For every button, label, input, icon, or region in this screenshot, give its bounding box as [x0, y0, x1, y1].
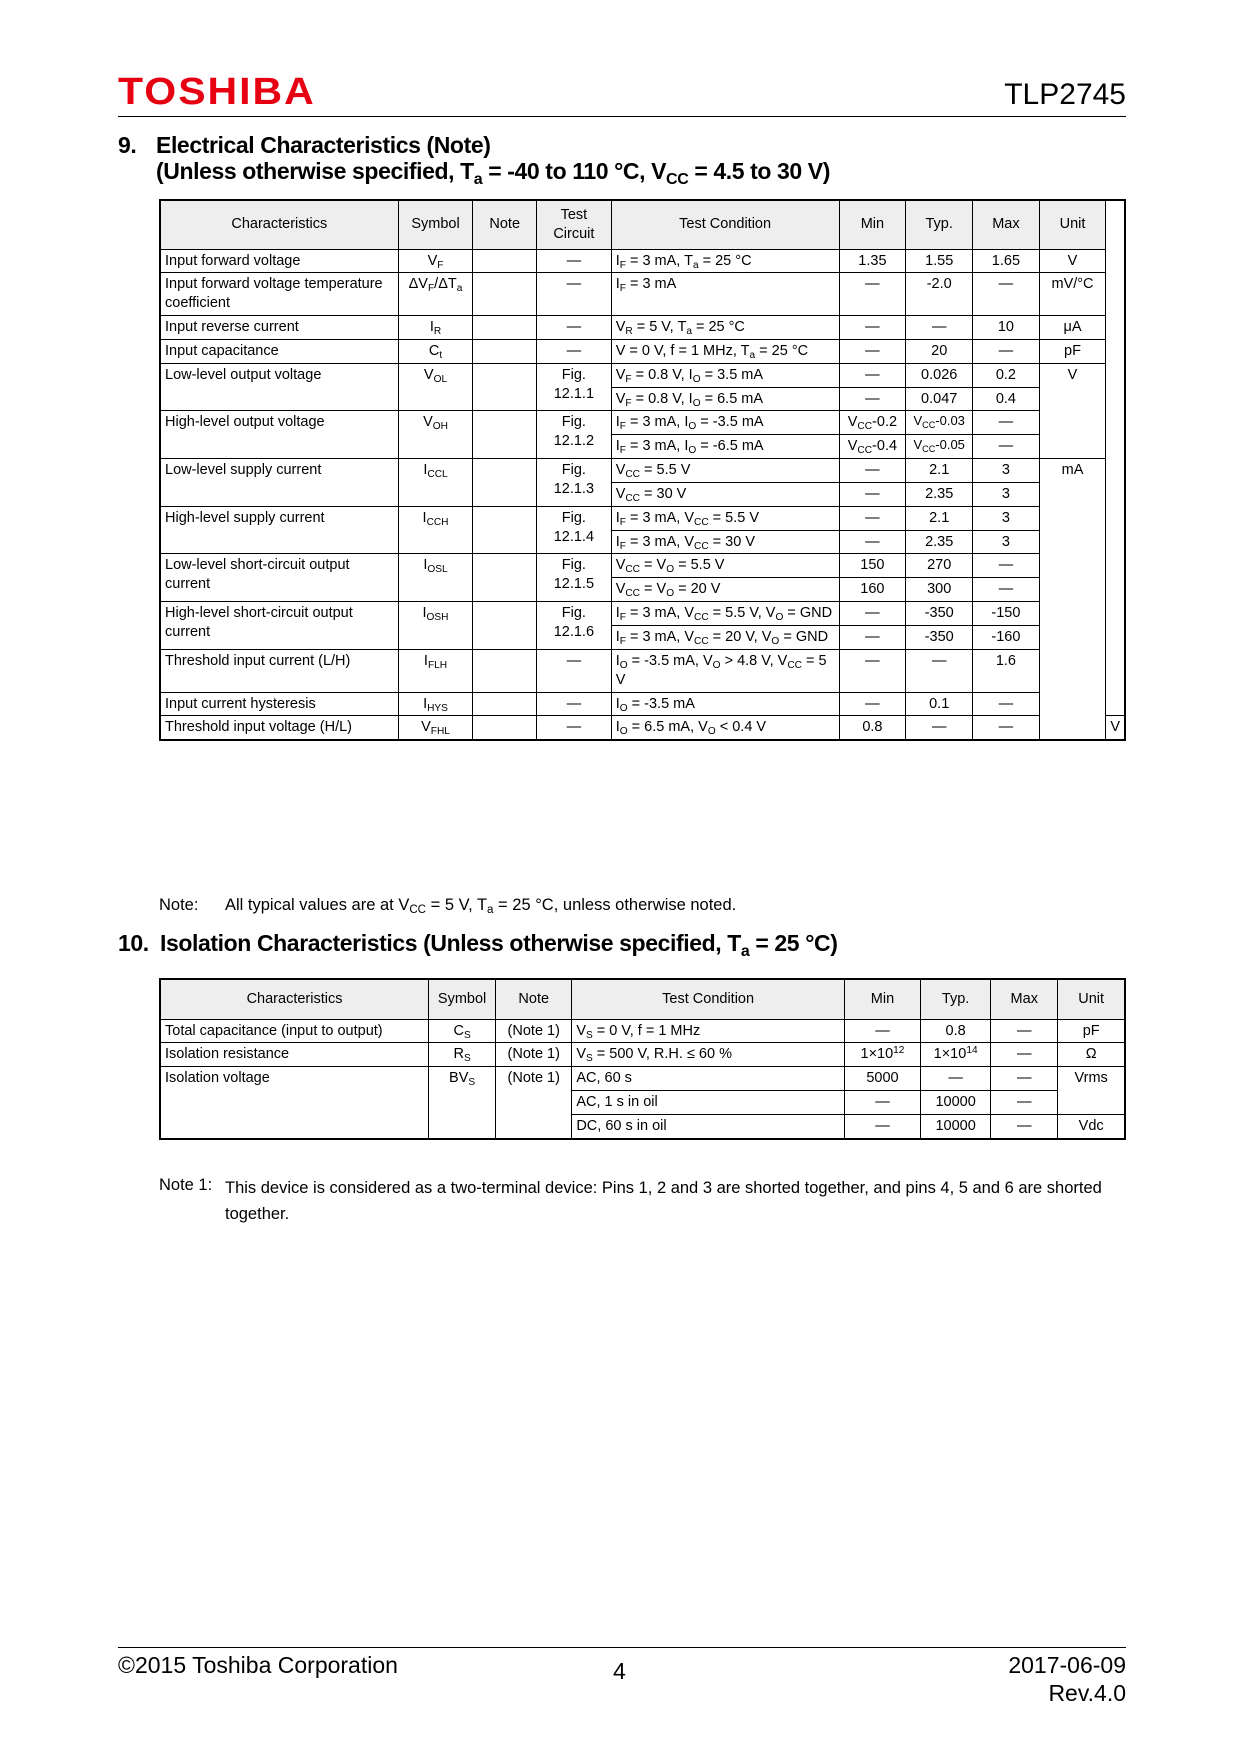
unit-cell: V [1039, 249, 1106, 273]
max-cell: -160 [973, 626, 1040, 650]
min-cell: — [839, 482, 906, 506]
table-row [160, 692, 1125, 716]
symbol-main: V [423, 414, 433, 431]
char-cell: High-level output voltage [160, 411, 398, 459]
table-header-row [160, 200, 1125, 249]
note-text: This device is considered as a two-terminal device: Pins 1, 2 and 3 are shorted together, and pins 4, 5 and 6 are shorted together. [225, 1179, 1102, 1223]
symbol-main: I [422, 605, 427, 622]
symbol-main: C [428, 342, 440, 359]
table-row [160, 459, 1125, 483]
circuit-cell: Fig. 12.1.3 [537, 459, 612, 507]
symbol-cell [398, 716, 473, 740]
min-cell: — [839, 626, 906, 650]
condition-cell: $V_F = 0.8$ V, $I_O = 3.5$ mA [611, 363, 839, 387]
typ-cell: 2.35 [906, 530, 973, 554]
circuit-cell: — [537, 649, 612, 692]
condition-cell: $V_{CC} = V_O = 20$ V [611, 578, 839, 602]
symbol-cell [398, 506, 473, 554]
symbol-cell [398, 649, 473, 692]
typ-cell: 2.35 [906, 482, 973, 506]
section-9-subtitle [156, 158, 830, 189]
max-cell: — [973, 435, 1040, 459]
max-cell: — [973, 716, 1040, 740]
max-cell: — [973, 273, 1040, 316]
unit-cell: mA [1039, 459, 1106, 741]
unit-cell: Vdc [1058, 1114, 1125, 1138]
typ-cell: 1.55 [906, 249, 973, 273]
header-cell: Note [496, 979, 572, 1019]
header-cell: Symbol [429, 979, 496, 1019]
symbol-cell [398, 459, 473, 507]
section-9-title-text: Electrical Characteristics (Note) [156, 132, 491, 158]
char-cell: Threshold input voltage (H/L) [160, 716, 398, 740]
min-cell: — [839, 649, 906, 692]
symbol-sub: OH [432, 421, 448, 433]
header-cell: Unit [1039, 200, 1106, 249]
condition-cell: $I_O = -3.5$ mA, $V_O > 4.8$ V, $V_{CC} = 5$ V [611, 649, 839, 692]
char-cell: Isolation voltage [160, 1067, 429, 1139]
note-cell [473, 554, 537, 602]
symbol-sub: OL [433, 373, 448, 385]
section-10-title-text: Isolation Characteristics (Unless otherwise specified, T [160, 930, 741, 956]
min-cell: — [839, 692, 906, 716]
symbol-cell [398, 316, 473, 340]
typ-cell: -350 [906, 602, 973, 626]
note-cell [473, 316, 537, 340]
note-cell: (Note 1) [496, 1019, 572, 1043]
max-cell: — [991, 1114, 1058, 1138]
char-cell: Input current hysteresis [160, 692, 398, 716]
header-cell: Characteristics [160, 979, 429, 1019]
header-cell: Note [473, 200, 537, 249]
section-10-note [159, 1176, 1129, 1227]
table-row [160, 602, 1125, 626]
max-cell: — [973, 339, 1040, 363]
unit-cell: mV/°C [1039, 273, 1106, 316]
typ-cell: 0.026 [906, 363, 973, 387]
note-label: Note 1: [159, 1176, 213, 1194]
symbol-main: I [422, 509, 427, 526]
typ-cell: 2.1 [906, 459, 973, 483]
symbol-sub: FHL [430, 726, 450, 738]
symbol-sub: CCH [426, 516, 449, 528]
max-cell: — [991, 1019, 1058, 1043]
symbol-main: I [423, 462, 428, 479]
typ-cell: — [906, 716, 973, 740]
char-cell: Threshold input current (L/H) [160, 649, 398, 692]
typ-cell: $V_{CC}-0.03$ [906, 411, 973, 435]
condition-cell: $I_O = 6.5$ mA, $V_O < 0.4$ V [611, 716, 839, 740]
table-row [160, 1043, 1125, 1067]
typ-cell: 10000 [921, 1091, 991, 1115]
typ-cell: 20 [906, 339, 973, 363]
typ-cell: 270 [906, 554, 973, 578]
typ-cell: 0.8 [921, 1019, 991, 1043]
symbol-cell: $C_S$ [429, 1019, 496, 1043]
typ-cell: $V_{CC}-0.05$ [906, 435, 973, 459]
symbol-cell [398, 363, 473, 411]
max-cell: — [973, 554, 1040, 578]
circuit-cell: — [537, 692, 612, 716]
note-label: Note: [159, 896, 199, 914]
symbol-sub: CCL [427, 469, 448, 481]
condition-cell: $I_F = 3$ mA, $I_O = -6.5$ mA [611, 435, 839, 459]
condition-cell: $V_F = 0.8$ V, $I_O = 6.5$ mA [611, 387, 839, 411]
min-cell: 0.8 [839, 716, 906, 740]
subtitle-part: (Unless otherwise specified, T [156, 158, 474, 184]
condition-cell: $I_F = 3$ mA, $V_{CC} = 20$ V, $V_O$ = GND [611, 626, 839, 650]
max-cell: 10 [973, 316, 1040, 340]
header-cell: Test Condition [611, 200, 839, 249]
header-cell: Typ. [921, 979, 991, 1019]
symbol-sub: OSH [426, 612, 449, 624]
circuit-cell: Fig. 12.1.5 [537, 554, 612, 602]
condition-cell: $V_S = 0$ V, f = 1 MHz [572, 1019, 845, 1043]
header-cell: Test Circuit [537, 200, 612, 249]
table-row [160, 316, 1125, 340]
note-cell [473, 273, 537, 316]
typ-cell: — [906, 649, 973, 692]
char-cell: Input reverse current [160, 316, 398, 340]
note-cell [473, 506, 537, 554]
header-cell: Min [839, 200, 906, 249]
symbol-cell [398, 411, 473, 459]
typ-cell: — [921, 1067, 991, 1091]
symbol-main: V [423, 366, 434, 383]
revision-date: 2017-06-09 [1008, 1652, 1126, 1678]
unit-cell: pF [1039, 339, 1106, 363]
electrical-characteristics-table [159, 199, 1126, 741]
max-cell: -150 [973, 602, 1040, 626]
unit-cell: pF [1058, 1019, 1125, 1043]
condition-cell: $I_F = 3$ mA, $I_O = -3.5$ mA [611, 411, 839, 435]
unit-cell: μA [1039, 316, 1106, 340]
typ-cell: -2.0 [906, 273, 973, 316]
char-cell: Input forward voltage temperature coefficient [160, 273, 398, 316]
circuit-cell: Fig. 12.1.1 [537, 363, 612, 411]
condition-cell: DC, 60 s in oil [572, 1114, 845, 1138]
note-cell [473, 602, 537, 650]
symbol-main: I [429, 319, 434, 336]
typ-cell: — [906, 316, 973, 340]
char-cell: Input capacitance [160, 339, 398, 363]
max-cell: — [973, 411, 1040, 435]
unit-cell: Vrms [1058, 1067, 1125, 1115]
symbol-cell [398, 692, 473, 716]
title-sub: a [740, 943, 750, 960]
max-cell: 3 [973, 506, 1040, 530]
section-9-number: 9. [118, 132, 137, 158]
symbol-sub: t [439, 349, 443, 361]
min-cell: — [839, 530, 906, 554]
min-cell: — [839, 387, 906, 411]
max-cell: — [973, 692, 1040, 716]
typ-cell: 2.1 [906, 506, 973, 530]
char-cell: Isolation resistance [160, 1043, 429, 1067]
section-10-title [118, 930, 837, 961]
symbol-sub: HYS [427, 702, 448, 714]
condition-cell: $I_F = 3$ mA, $V_{CC} = 5.5$ V, $V_O$ = GND [611, 602, 839, 626]
symbol-main: I [423, 695, 428, 712]
circuit-cell: — [537, 249, 612, 273]
circuit-cell: — [537, 339, 612, 363]
typ-cell: 0.1 [906, 692, 973, 716]
typ-cell: 10000 [921, 1114, 991, 1138]
note-cell [473, 716, 537, 740]
section-9-title [118, 132, 491, 159]
table-header-row [160, 979, 1125, 1019]
max-cell: — [973, 578, 1040, 602]
condition-cell: $V_{CC} = 5.5$ V [611, 459, 839, 483]
page-number: 4 [613, 1658, 626, 1684]
char-cell: High-level supply current [160, 506, 398, 554]
min-cell: — [839, 363, 906, 387]
condition-cell: AC, 60 s [572, 1067, 845, 1091]
header-cell: Unit [1058, 979, 1125, 1019]
circuit-cell: — [537, 273, 612, 316]
char-cell: Low-level output voltage [160, 363, 398, 411]
min-cell: — [844, 1114, 920, 1138]
min-cell: $1\times 10^{12}$ [844, 1043, 920, 1067]
max-cell: 0.4 [973, 387, 1040, 411]
min-cell: 150 [839, 554, 906, 578]
toshiba-logo: TOSHIBA [118, 70, 316, 113]
table-row [160, 249, 1125, 273]
min-cell: — [839, 506, 906, 530]
min-cell: — [839, 459, 906, 483]
symbol-cell: $R_S$ [429, 1043, 496, 1067]
table-row [160, 273, 1125, 316]
char-cell: Low-level short-circuit output current [160, 554, 398, 602]
table-row [160, 411, 1125, 435]
char-cell: High-level short-circuit output current [160, 602, 398, 650]
symbol-main: I [423, 652, 428, 669]
min-cell: — [839, 602, 906, 626]
typ-cell: -350 [906, 626, 973, 650]
note-cell [473, 363, 537, 411]
header-cell: Characteristics [160, 200, 398, 249]
unit-cell: V [1039, 363, 1106, 458]
min-cell: 5000 [844, 1067, 920, 1091]
symbol-main: V [421, 719, 431, 736]
unit-cell: Ω [1058, 1043, 1125, 1067]
typ-cell: $1\times 10^{14}$ [921, 1043, 991, 1067]
condition-cell: $V_S = 500$ V, R.H. ≤ 60 % [572, 1043, 845, 1067]
symbol-cell [398, 554, 473, 602]
min-cell: — [839, 316, 906, 340]
condition-cell: $I_F = 3$ mA [611, 273, 839, 316]
condition-cell: $I_F = 3$ mA, $V_{CC} = 5.5$ V [611, 506, 839, 530]
min-cell: 1.35 [839, 249, 906, 273]
circuit-cell: Fig. 12.1.6 [537, 602, 612, 650]
condition-cell: $V_{CC} = V_O = 5.5$ V [611, 554, 839, 578]
condition-cell: $V_{CC} = 30$ V [611, 482, 839, 506]
max-cell: 0.2 [973, 363, 1040, 387]
header-cell: Test Condition [572, 979, 845, 1019]
isolation-characteristics-table [159, 978, 1126, 1140]
symbol-cell [398, 339, 473, 363]
table-row [160, 716, 1125, 740]
circuit-cell: Fig. 12.1.2 [537, 411, 612, 459]
footer-rule [118, 1647, 1126, 1648]
header-cell: Symbol [398, 200, 473, 249]
condition-cell: $I_F = 3$ mA, $V_{CC} = 30$ V [611, 530, 839, 554]
char-cell: Input forward voltage [160, 249, 398, 273]
max-cell: 3 [973, 482, 1040, 506]
note-cell [473, 339, 537, 363]
table-row [160, 649, 1125, 692]
symbol-sub: R [433, 326, 442, 338]
symbol-cell [398, 602, 473, 650]
typ-cell: 0.047 [906, 387, 973, 411]
condition-cell: $V_R = 5$ V, $T_a = 25$ °C [611, 316, 839, 340]
subtitle-sub: CC [666, 171, 689, 188]
subtitle-part: = 4.5 to 30 V) [688, 158, 831, 184]
header-rule [118, 116, 1126, 117]
typ-cell: 300 [906, 578, 973, 602]
note-cell [473, 411, 537, 459]
min-cell: — [839, 339, 906, 363]
min-cell: — [844, 1019, 920, 1043]
max-cell: 3 [973, 530, 1040, 554]
min-cell: $V_{CC}-0.4$ [839, 435, 906, 459]
note-cell: (Note 1) [496, 1067, 572, 1139]
subtitle-sub: a [473, 171, 483, 188]
max-cell: 1.6 [973, 649, 1040, 692]
note-text: All typical values are at $V_{CC} = 5$ V, $T_a = 25$ °C, unless otherwise noted. [225, 896, 737, 916]
header-cell: Max [991, 979, 1058, 1019]
revision-number: Rev.4.0 [1048, 1680, 1126, 1706]
min-cell: $V_{CC}-0.2$ [839, 411, 906, 435]
char-cell: Low-level supply current [160, 459, 398, 507]
symbol-main: V [427, 252, 438, 269]
max-cell: 1.65 [973, 249, 1040, 273]
section-9-note [159, 896, 736, 915]
symbol-sub: FLH [427, 659, 448, 671]
circuit-cell: — [537, 316, 612, 340]
max-cell: 3 [973, 459, 1040, 483]
min-cell: — [844, 1091, 920, 1115]
table-row [160, 1019, 1125, 1043]
header-cell: Min [844, 979, 920, 1019]
section-10-number: 10. [118, 930, 149, 956]
part-number: TLP2745 [1004, 78, 1126, 111]
condition-cell: $I_O = -3.5$ mA [611, 692, 839, 716]
min-cell: 160 [839, 578, 906, 602]
symbol-cell: $BV_S$ [429, 1067, 496, 1139]
max-cell: — [991, 1067, 1058, 1091]
table-row [160, 506, 1125, 530]
title-post: = 25 °C) [749, 930, 838, 956]
condition-cell: $I_F = 3$ mA, $T_a = 25$ °C [611, 249, 839, 273]
char-cell: Total capacitance (input to output) [160, 1019, 429, 1043]
min-cell: — [839, 273, 906, 316]
header-cell: Typ. [906, 200, 973, 249]
table-row [160, 1067, 1125, 1091]
symbol-sub: F [437, 259, 444, 271]
note-cell: (Note 1) [496, 1043, 572, 1067]
header-cell: Max [973, 200, 1040, 249]
max-cell: — [991, 1091, 1058, 1115]
circuit-cell: Fig. 12.1.4 [537, 506, 612, 554]
condition-cell: AC, 1 s in oil [572, 1091, 845, 1115]
subtitle-part: = -40 to 110 °C, V [482, 158, 667, 184]
circuit-cell: — [537, 716, 612, 740]
note-cell [473, 649, 537, 692]
table-row [160, 554, 1125, 578]
symbol-cell [398, 249, 473, 273]
symbol-cell: $\Delta V_F/\Delta T_a$ [398, 273, 473, 316]
copyright: ©2015 Toshiba Corporation [118, 1652, 398, 1678]
symbol-sub: OSL [427, 564, 448, 576]
note-cell [473, 249, 537, 273]
note-cell [473, 692, 537, 716]
max-cell: — [991, 1043, 1058, 1067]
note-cell [473, 459, 537, 507]
table-row [160, 339, 1125, 363]
condition-cell: V = 0 V, f = 1 MHz, $T_a = 25$ °C [611, 339, 839, 363]
unit-cell: V [1106, 716, 1125, 740]
table-row [160, 363, 1125, 387]
symbol-main: I [423, 557, 428, 574]
